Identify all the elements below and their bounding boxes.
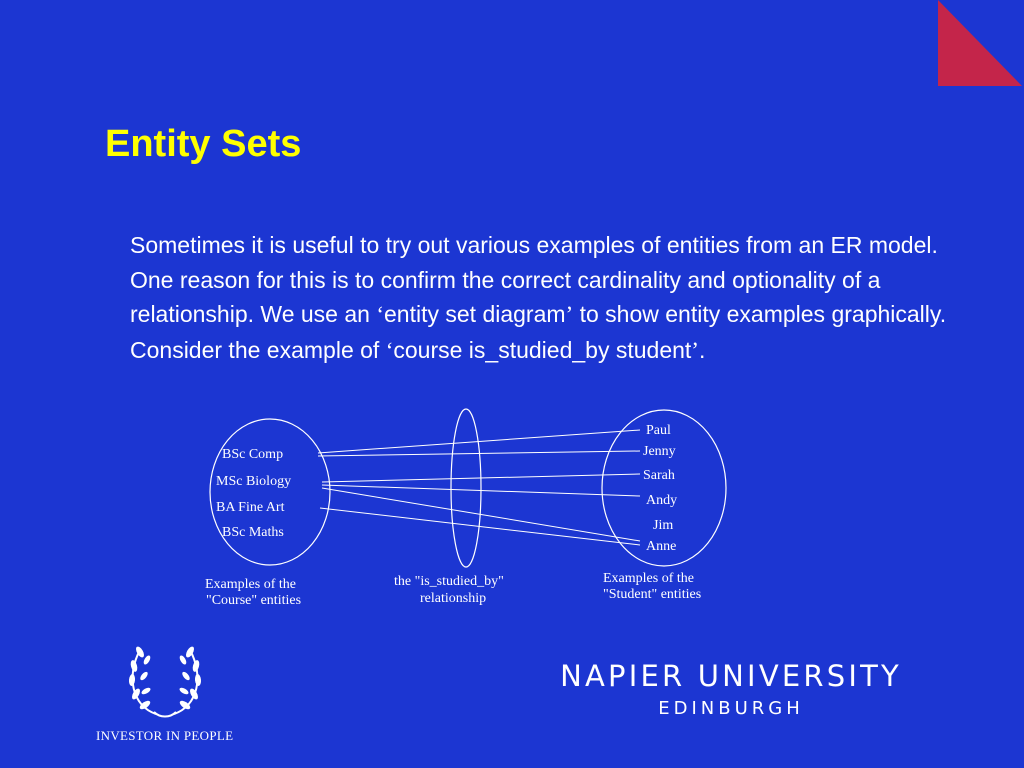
course-label: BSc Comp (222, 447, 284, 462)
open-quote: ‘ (385, 337, 394, 363)
paragraph-end: . (698, 336, 706, 363)
course-label: BSc Maths (222, 525, 284, 540)
slide-title: Entity Sets (105, 123, 302, 165)
close-quote: ’ (565, 302, 574, 327)
napier-logo (538, 656, 924, 722)
university-name: NAPIER UNIVERSITY (560, 659, 902, 693)
paragraph-term2: course is_studied_by student (393, 336, 692, 363)
paragraph-term1: entity set diagram (384, 301, 566, 327)
course-set-ellipse (210, 419, 330, 565)
student-label: Jenny (643, 444, 676, 459)
relationship-caption: the "is_studied_by" (394, 574, 504, 589)
student-label: Paul (646, 423, 671, 438)
student-label: Jim (653, 518, 674, 533)
student-caption: "Student" entities (603, 587, 702, 602)
course-caption: "Course" entities (206, 593, 302, 608)
laurel-wreath-icon (126, 640, 204, 720)
course-label: MSc Biology (216, 474, 292, 489)
close-quote: ’ (691, 337, 699, 363)
investor-in-people-text: INVESTOR IN PEOPLE (96, 728, 234, 743)
student-label: Sarah (643, 468, 675, 483)
relationship-caption: relationship (420, 591, 487, 606)
paragraph-part2: to show entity examples graphically. Consider the example of (130, 301, 947, 363)
student-label: Andy (646, 493, 678, 508)
student-caption: Examples of the (603, 571, 694, 586)
paragraph-part1: Sometimes it is useful to try out various examples of entities from an ER model. One reason for this is to confirm the correct cardinality and optionality of a relationship. We use an (130, 232, 938, 327)
course-label: BA Fine Art (216, 500, 285, 515)
university-city: EDINBURGH (658, 698, 804, 719)
relationship-ellipse (451, 409, 481, 567)
student-label: Anne (646, 539, 677, 554)
course-caption: Examples of the (205, 577, 296, 592)
open-quote: ‘ (376, 302, 385, 327)
